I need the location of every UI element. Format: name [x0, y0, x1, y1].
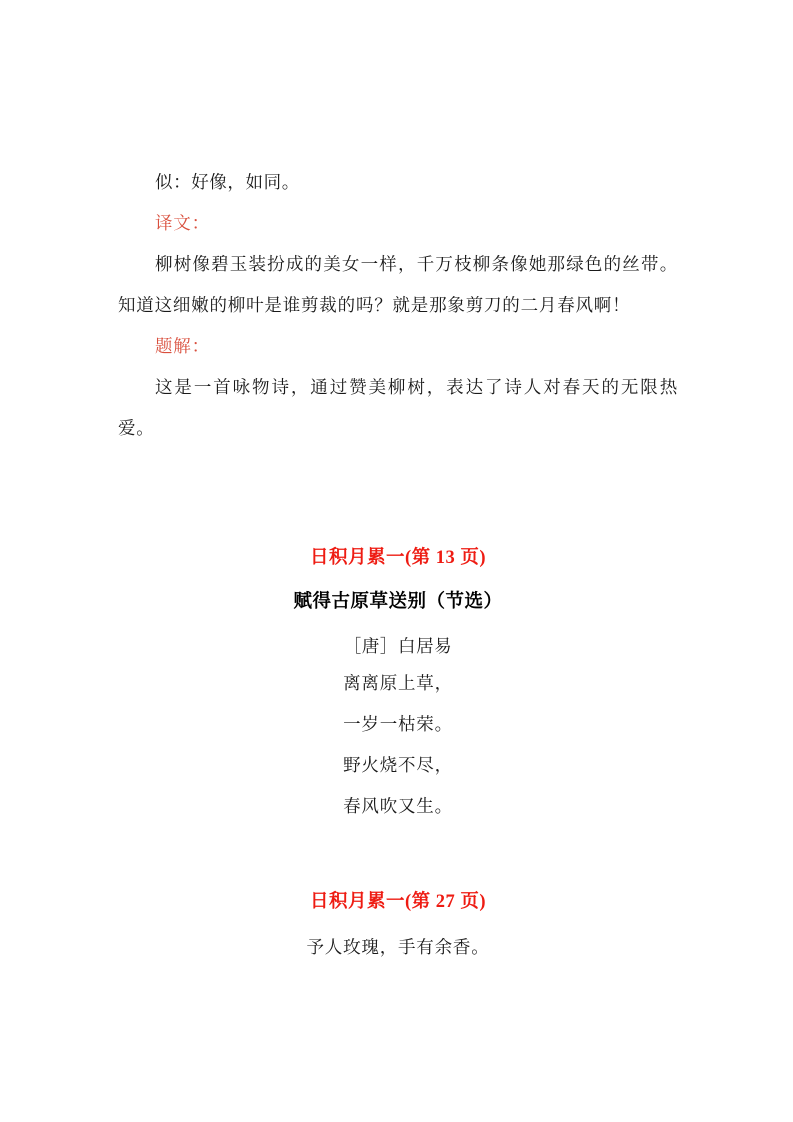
poem-title: 赋得古原草送别（节选） — [293, 592, 503, 612]
poem-line: 离离原上草， — [343, 673, 453, 693]
poem-line: 春风吹又生。 — [343, 796, 453, 816]
section-spacer — [118, 449, 678, 541]
poem-line: 野火烧不尽， — [343, 755, 453, 775]
top-prose-block — [118, 162, 678, 449]
section-heading-1: 日积月累一(第 13 页) — [309, 548, 487, 568]
explanation-paragraph: 这是一首咏物诗，通过赞美柳树，表达了诗人对春天的无限热爱。 — [118, 377, 678, 438]
explanation-label: 题解： — [155, 336, 210, 356]
section-spacer-2 — [118, 827, 678, 885]
page-content — [118, 0, 678, 967]
poem-section — [118, 541, 678, 827]
saying-section — [118, 885, 678, 967]
translation-label: 译文： — [155, 213, 210, 233]
section-heading-2: 日积月累一(第 27 页) — [309, 892, 487, 912]
poem-author: ［唐］白居易 — [343, 636, 453, 656]
note-line: 似：好像，如同。 — [155, 172, 300, 192]
poem-line: 一岁一枯荣。 — [343, 714, 453, 734]
translation-paragraph: 柳树像碧玉装扮成的美女一样，千万枝柳条像她那绿色的丝带。知道这细嫩的柳叶是谁剪裁的吗？就是那象剪刀的二月春风啊！ — [118, 254, 678, 315]
saying-text: 予人玫瑰，手有余香。 — [306, 937, 490, 957]
